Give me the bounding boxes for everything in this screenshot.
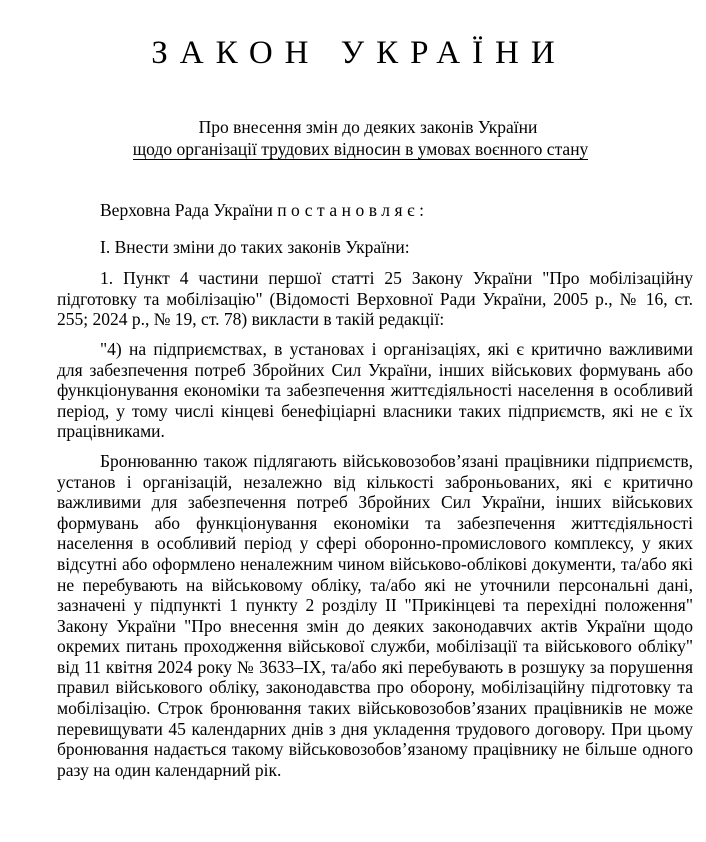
quoted-paragraph-2: Бронюванню також підлягають військовозобов’язані працівники підприємств, установ і організацій, незалежно від кількості заброньованих, які є критично важливими для забезпечення потреб Збройних Сил України, інших військових формувань або функціонування економіки та забезпечення життєдіяльності населення в особливий період у сфері оборонно-промислового комплексу, у яких відсутні або оформлено неналежним чином військово-облікові документи, та/або які не перебувають на військовому обліку, та/або які не уточнили персональні дані, зазначені у підпункті 1 пункту 2 розділу II "Прикінцеві та перехідні положення" Закону України "Про внесення змін до деяких законодавчих актів України щодо окремих питань проходження військової служби, мобілізації та військового обліку" від 11 квітня 2024 року № 3633–IX, та/або які перебувають в розшуку за порушення правил військового обліку, законодавства про оборону, мобілізаційну підготовку та мобілізацію. Строк бронювання таких військовозобов’язаних працівників не може перевищувати 45 календарних днів з дня укладення трудового договору. При цьому бронювання надається такому військовозобов’язаному працівнику не більше одного разу на один календарний рік.: [57, 450, 693, 780]
quoted-paragraph-1: "4) на підприємствах, в установах і організаціях, які є критично важливими для забезпечення потреб Збройних Сил України, інших військових формувань або функціонування економіки та забезпечення життєдіяльності населення в особливий період, у тому числі кінцеві бенефіціарні власники таких підприємств, які не є їх працівниками.: [57, 338, 693, 442]
law-body: [57, 200, 693, 780]
law-subtitle: [0, 116, 706, 160]
subtitle-line-2: щодо організації трудових відносин в умовах воєнного стану: [132, 139, 589, 159]
section-heading: I. Внести зміни до таких законів України:: [100, 236, 410, 257]
item-1: 1. Пункт 4 частини першої статті 25 Закону України "Про мобілізаційну підготовку та мобілізацію" (Відомості Верховної Ради України, 2005 р., № 16, ст. 255; 2024 р., № 19, ст. 78) викласти в такій редакції:: [57, 268, 693, 330]
preamble-prefix: Верховна Рада України: [100, 200, 278, 220]
law-title: ЗАКОН УКРАЇНИ: [151, 35, 567, 71]
preamble-decree: постановляє:: [277, 200, 429, 220]
preamble: [57, 200, 693, 221]
subtitle-line-1: Про внесення змін до деяких законів України: [198, 117, 538, 137]
